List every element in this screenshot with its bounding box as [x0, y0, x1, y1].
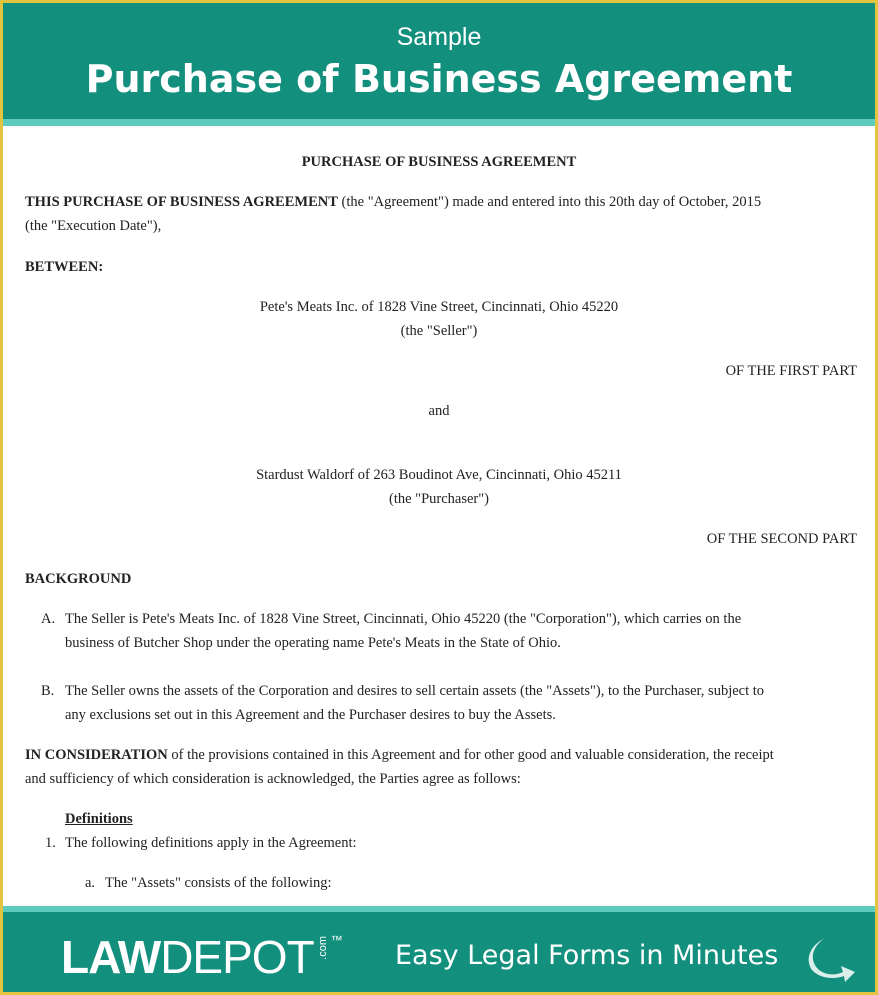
- purchaser-label: (the "Purchaser"): [388, 491, 489, 507]
- intro-bold: THIS PURCHASE OF BUSINESS AGREEMENT: [25, 194, 338, 210]
- item-a2-text: The "Assets" consists of the following:: [105, 875, 332, 891]
- header-accent-strip: [3, 119, 875, 126]
- intro-rest: (the "Agreement") made and entered into this 20th day of October, 2015: [337, 194, 762, 210]
- logo-law: LAW: [61, 931, 161, 983]
- logo-tm: ™: [330, 933, 343, 947]
- item-a2-marker: a.: [85, 875, 96, 891]
- header-subtitle: Sample: [396, 23, 482, 51]
- seller-label: (the "Seller"): [400, 323, 478, 339]
- and-label: and: [428, 403, 450, 419]
- definitions-heading: Definitions: [65, 811, 133, 827]
- item-1-text: The following definitions apply in the Agreement:: [65, 835, 357, 851]
- item-1-marker: 1.: [45, 835, 56, 851]
- consideration-line-1: [25, 747, 774, 764]
- second-part: OF THE SECOND PART: [706, 531, 857, 547]
- document-body: [3, 126, 875, 906]
- item-a-line-2: business of Butcher Shop under the operating name Pete's Meats in the State of Ohio.: [65, 635, 561, 651]
- consideration-rest: of the provisions contained in this Agreement and for other good and valuable consideration, the receipt: [167, 747, 774, 763]
- item-a-marker: A.: [41, 611, 56, 627]
- doc-heading: PURCHASE OF BUSINESS AGREEMENT: [301, 154, 577, 170]
- purchaser-line: Stardust Waldorf of 263 Boudinot Ave, Cincinnati, Ohio 45211: [256, 467, 622, 483]
- header-title: Purchase of Business Agreement: [85, 57, 793, 101]
- consideration-bold: IN CONSIDERATION: [25, 747, 168, 763]
- intro-line-2: (the "Execution Date"),: [25, 218, 162, 234]
- seller-line: Pete's Meats Inc. of 1828 Vine Street, Cincinnati, Ohio 45220: [259, 299, 619, 315]
- logo-com: .com: [316, 936, 329, 960]
- first-part: OF THE FIRST PART: [725, 363, 857, 379]
- consideration-line-2: and sufficiency of which consideration is acknowledged, the Parties agree as follows:: [25, 771, 521, 787]
- intro-line-1: [25, 194, 761, 211]
- lawdepot-logo: [61, 930, 343, 983]
- logo-depot: DEPOT: [160, 931, 314, 983]
- background-heading: BACKGROUND: [25, 571, 132, 587]
- item-b-line-2: any exclusions set out in this Agreement and the Purchaser desires to buy the Assets.: [65, 707, 556, 723]
- header-banner: [3, 3, 875, 119]
- footer-banner: [3, 912, 875, 995]
- curved-arrow-icon: [803, 932, 859, 982]
- item-b-line-1: The Seller owns the assets of the Corporation and desires to sell certain assets (the "Assets"), to the Purchaser, subject to: [65, 683, 765, 699]
- between-label: BETWEEN:: [25, 259, 104, 275]
- item-a-line-1: The Seller is Pete's Meats Inc. of 1828 Vine Street, Cincinnati, Ohio 45220 (the "Corporation"), which carries on the: [65, 611, 742, 627]
- footer-tagline: Easy Legal Forms in Minutes: [395, 940, 779, 971]
- item-b-marker: B.: [41, 683, 55, 699]
